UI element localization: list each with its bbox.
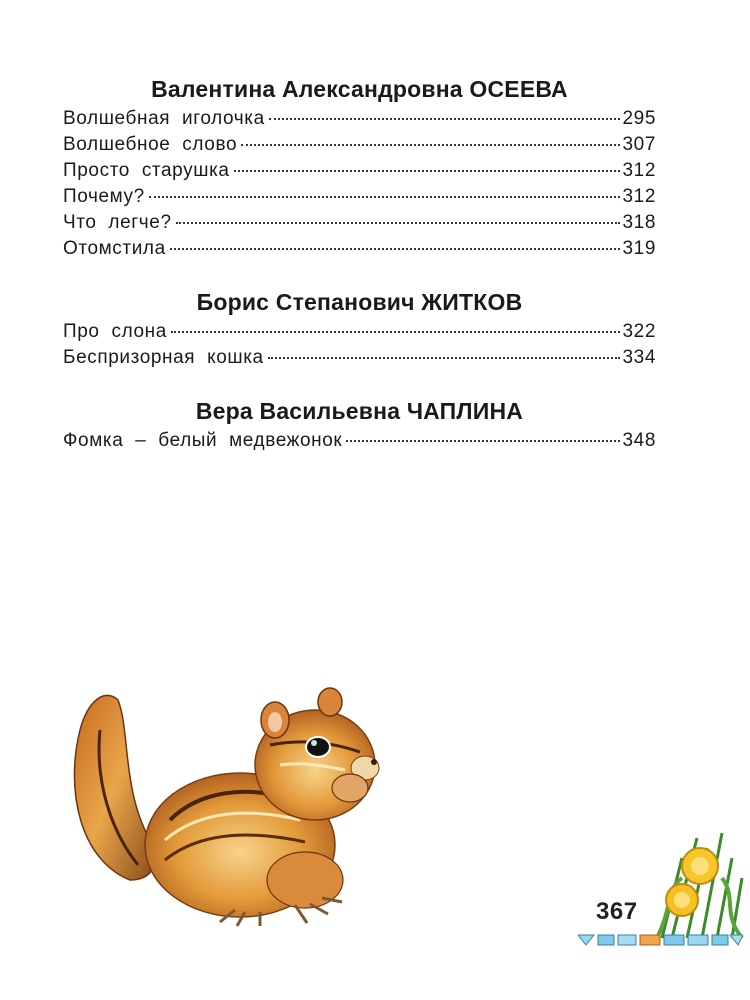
dot-leader	[234, 170, 621, 172]
entry-title: Что легче?	[63, 212, 172, 233]
author-heading	[63, 74, 656, 104]
entry-page: 312	[622, 186, 656, 207]
entry-page: 322	[622, 321, 656, 342]
entry-page: 348	[622, 430, 656, 451]
author-name: Борис Степанович	[196, 289, 415, 315]
toc-entry[interactable]	[63, 319, 656, 345]
entry-page: 307	[622, 134, 656, 155]
page-number: 367	[596, 898, 638, 925]
entry-title: Фомка – белый медвежонок	[63, 430, 343, 451]
toc-entry[interactable]	[63, 210, 656, 236]
author-section-oseeva	[63, 74, 656, 262]
toc-entry[interactable]	[63, 428, 656, 454]
dot-leader	[176, 222, 621, 224]
author-name: Валентина Александровна	[151, 76, 463, 102]
table-of-contents	[63, 74, 656, 454]
author-name: Вера Васильевна	[195, 398, 401, 424]
toc-entry[interactable]	[63, 158, 656, 184]
dot-leader	[241, 144, 620, 146]
entry-title: Волшебное слово	[63, 134, 238, 155]
toc-entry[interactable]	[63, 184, 656, 210]
entry-title: Отомстила	[63, 238, 166, 259]
author-surname: ЖИТКОВ	[421, 289, 523, 315]
entry-list	[63, 319, 656, 371]
author-surname: ОСЕЕВА	[469, 76, 568, 102]
entry-title: Просто старушка	[63, 160, 230, 181]
entry-title: Волшебная иголочка	[63, 108, 265, 129]
author-heading	[63, 287, 656, 317]
entry-page: 319	[622, 238, 656, 259]
entry-page: 312	[622, 160, 656, 181]
toc-entry[interactable]	[63, 345, 656, 371]
toc-entry[interactable]	[63, 236, 656, 262]
entry-page: 334	[622, 347, 656, 368]
author-surname: ЧАПЛИНА	[406, 398, 524, 424]
entry-page: 318	[622, 212, 656, 233]
flower-bottom	[666, 884, 698, 916]
author-section-chaplina	[63, 396, 656, 454]
author-heading	[63, 396, 656, 426]
dot-leader	[170, 248, 621, 250]
dot-leader	[269, 118, 621, 120]
entry-list	[63, 428, 656, 454]
toc-entry[interactable]	[63, 106, 656, 132]
entry-page: 295	[622, 108, 656, 129]
entry-list	[63, 106, 656, 262]
dandelion-illustration	[652, 818, 748, 946]
dot-leader	[149, 196, 621, 198]
author-section-zhitkov	[63, 287, 656, 371]
dot-leader	[346, 440, 620, 442]
entry-title: Про слона	[63, 321, 167, 342]
flower-top	[682, 848, 718, 884]
decorative-tiles	[578, 933, 743, 949]
chipmunk-illustration	[60, 670, 400, 950]
dot-leader	[268, 357, 621, 359]
entry-title: Беспризорная кошка	[63, 347, 264, 368]
entry-title: Почему?	[63, 186, 145, 207]
toc-entry[interactable]	[63, 132, 656, 158]
dot-leader	[171, 331, 621, 333]
